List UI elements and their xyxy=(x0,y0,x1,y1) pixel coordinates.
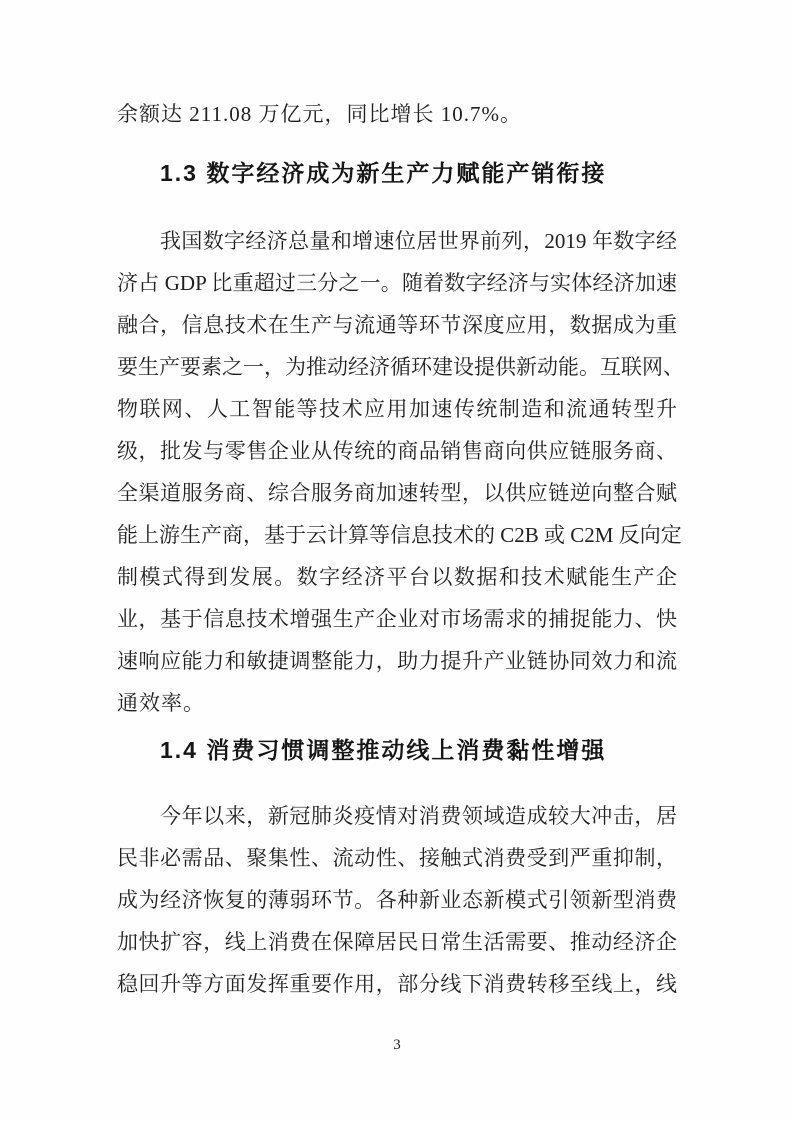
paragraph-line: 今年以来，新冠肺炎疫情对消费领域造成较大冲击，居 xyxy=(160,804,677,828)
paragraph-line: 融合，信息技术在生产与流通等环节深度应用，数据成为重 xyxy=(117,313,677,337)
paragraph-line: 能上游生产商，基于云计算等信息技术的 C2B 或 C2M 反向定 xyxy=(117,523,682,547)
paragraph-line: 物联网、人工智能等技术应用加速传统制造和流通转型升 xyxy=(117,397,677,421)
paragraph-line: 要生产要素之一，为推动经济循环建设提供新动能。互联网、 xyxy=(117,355,684,379)
paragraph-line: 级，批发与零售企业从传统的商品销售商向供应链服务商、 xyxy=(117,439,677,463)
paragraph-line: 全渠道服务商、综合服务商加速转型，以供应链逆向整合赋 xyxy=(117,481,677,505)
continuation-line: 余额达 211.08 万亿元，同比增长 10.7%。 xyxy=(117,102,522,126)
paragraph-line: 加快扩容，线上消费在保障居民日常生活需要、推动经济企 xyxy=(117,930,677,954)
paragraph-line: 济占 GDP 比重超过三分之一。随着数字经济与实体经济加速 xyxy=(117,271,677,295)
paragraph-line: 成为经济恢复的薄弱环节。各种新业态新模式引领新型消费 xyxy=(117,888,677,912)
paragraph-line: 我国数字经济总量和增速位居世界前列，2019 年数字经 xyxy=(160,229,677,253)
page-number: 3 xyxy=(393,1037,401,1053)
section-1-4-heading: 1.4 消费习惯调整推动线上消费黏性增强 xyxy=(160,737,607,763)
paragraph-line: 业，基于信息技术增强生产企业对市场需求的捕捉能力、快 xyxy=(117,607,677,631)
paragraph-line: 通效率。 xyxy=(117,691,205,715)
paragraph-line: 速响应能力和敏捷调整能力，助力提升产业链协同效力和流 xyxy=(117,649,677,673)
paragraph-line: 稳回升等方面发挥重要作用，部分线下消费转移至线上，线 xyxy=(117,972,677,996)
paragraph-line: 民非必需品、聚集性、流动性、接触式消费受到严重抑制， xyxy=(117,846,677,870)
paragraph-line: 制模式得到发展。数字经济平台以数据和技术赋能生产企 xyxy=(117,565,677,589)
section-1-3-heading: 1.3 数字经济成为新生产力赋能产销衔接 xyxy=(160,160,607,186)
page-content xyxy=(117,0,684,1055)
